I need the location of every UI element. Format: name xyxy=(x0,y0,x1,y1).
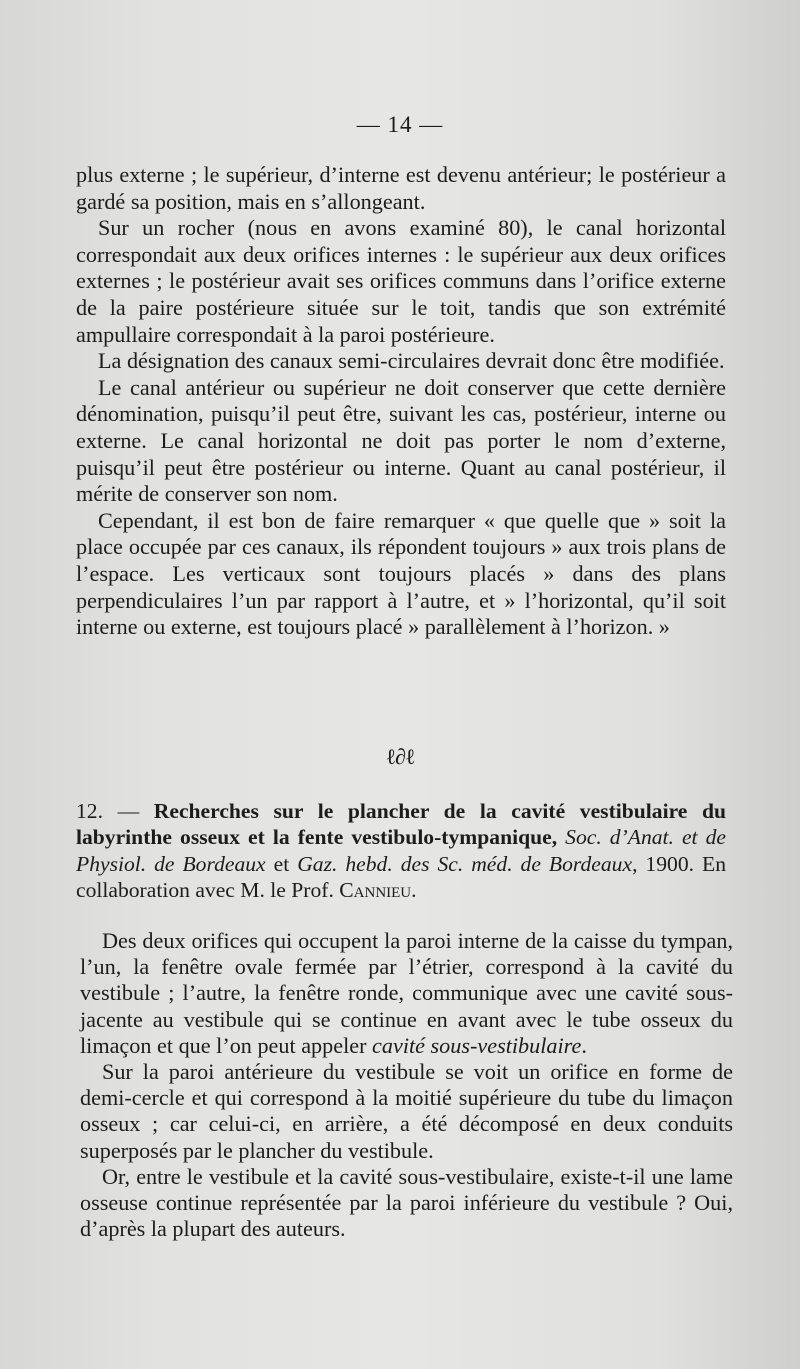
entry-author: Cannieu xyxy=(339,878,412,903)
paragraph-orifices-italic: cavité sous-vestibulaire xyxy=(372,1032,582,1058)
entry-journal-1: Soc. d’Anat. et de Physiol. de Bordeaux xyxy=(76,825,726,876)
paragraph-lame-osseuse: Or, entre le vestibule et la cavité sous-vestibulaire, existe-t-il une lame osseuse continue représentée par la paroi inférieure du vestibule ? Oui, d’après la plupart des auteurs. xyxy=(80,1163,733,1242)
entry-title: Recherches sur le plancher de la cavité vestibulaire du labyrinthe osseux et la fente vestibulo-tympanique, xyxy=(76,799,726,850)
paragraph-orifices-text: Des deux orifices qui occupent la paroi interne de la caisse du tympan, l’un, la fenêtre ovale fermée par l’étrier, correspond à la cavité du vestibule ; l’autre, la fenêtre ronde, communique avec une cavité sous-jacente au vestibule qui se continue en avant avec le tube osseux du limaçon et que l’on peut appeler xyxy=(80,928,733,1058)
entry-collaboration: En collaboration avec M. le Prof. xyxy=(76,851,727,903)
page-number: — 14 — xyxy=(356,112,444,137)
paragraph-paroi-anterieure: Sur la paroi antérieure du vestibule se voit un orifice en forme de demi-cercle et qui correspond à la moitié supérieure du tube du limaçon osseux ; car celui-ci, en arrière, a été décomposé en deux conduits superposés par le plancher du vestibule. xyxy=(80,1059,733,1163)
paragraph-quotation: Cependant, il est bon de faire remarquer « que quelle que » soit la place occupée par ces canaux, ils répondent toujours » aux trois plans de l’espace. Les verticaux sont toujours placés » dans des plans perpendiculaires l’un par rapport à l’autre, et » l’horizontal, qu’il soit interne ou externe, est toujours placé » parallèlement à l’horizon. » xyxy=(76,507,726,640)
paragraph-continuation: plus externe ; le supérieur, d’interne est devenu antérieur; le postérieur a gardé sa position, mais en s’allongeant. xyxy=(76,162,726,214)
entry-heading xyxy=(76,798,726,904)
paragraph-canal-anterieur: Le canal antérieur ou supérieur ne doit conserver que cette dernière dénomination, puisqu’il peut être, suivant les cas, postérieur, interne ou externe. Le canal horizontal ne doit pas porter le nom d’externe, puisqu’il peut être postérieur ou interne. Quant au canal postérieur, il mérite de conserver son nom. xyxy=(76,374,726,507)
paragraph-orifices-end: . xyxy=(581,1032,587,1058)
entry-number: 12. xyxy=(76,799,103,823)
entry-journal-2: Gaz. hebd. des Sc. méd. de Bordeaux xyxy=(297,851,633,876)
paragraph-orifices xyxy=(80,928,733,1059)
entry-end: . xyxy=(411,878,417,903)
entry-year: , 1900. xyxy=(632,851,695,876)
top-text-block xyxy=(76,162,726,641)
bibliography-entry xyxy=(76,798,726,904)
paragraph-designation: La désignation des canaux semi-circulaires devrait donc être modifiée. xyxy=(98,348,725,374)
entry-dash: — xyxy=(117,799,140,823)
paragraph-rocher: Sur un rocher (nous en avons examiné 80), le canal horizontal correspondait aux deux orifices internes : le supérieur aux deux orifices externes ; le postérieur avait ses orifices communs dans l’orifice externe de la paire postérieure située sur le toit, tandis que son extrémité ampullaire correspondait à la paroi postérieure. xyxy=(76,215,726,347)
entry-connector: et xyxy=(273,851,290,876)
bottom-text-block xyxy=(80,928,733,1242)
decorative-ornament: ℓ∂ℓ xyxy=(385,744,415,769)
